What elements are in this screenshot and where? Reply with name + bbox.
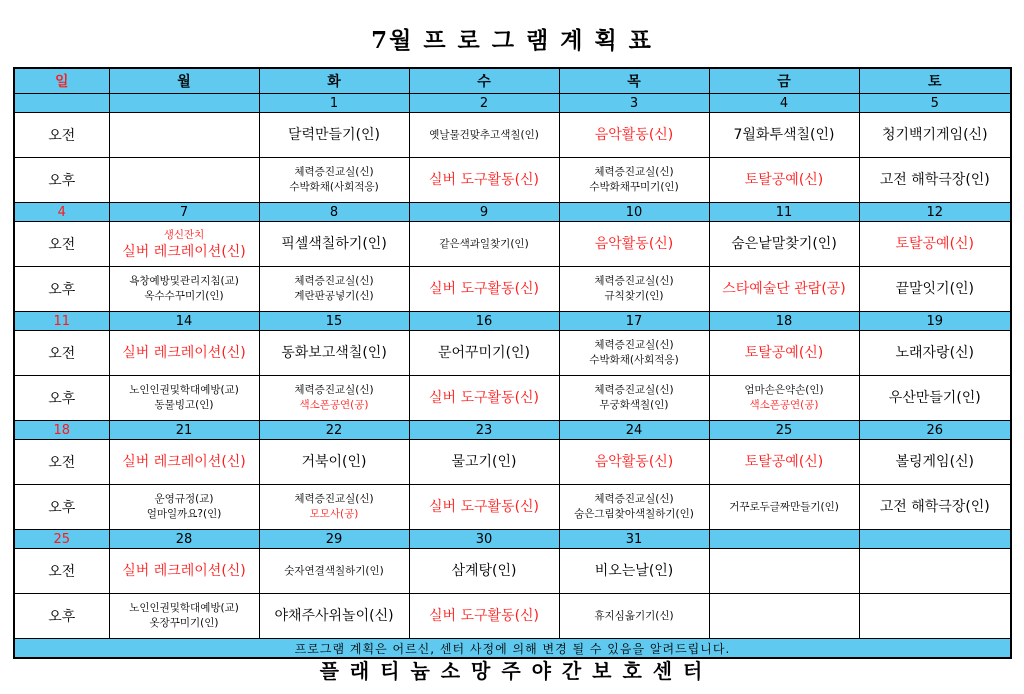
center-name-footer: 플 래 티 늄 소 망 주 야 간 보 호 센 터 bbox=[319, 659, 705, 683]
activity-cell bbox=[709, 331, 859, 376]
activity-cell bbox=[859, 594, 1011, 639]
am-row bbox=[14, 549, 1011, 594]
activity-text: 7월화투색칠(인) bbox=[733, 127, 835, 143]
activity-cell bbox=[259, 158, 409, 203]
activity-cell bbox=[409, 267, 559, 312]
schedule-change-notice: 프로그램 계획은 어르신, 센터 사정에 의해 변경 될 수 있음을 알려드립니다. bbox=[14, 639, 1011, 659]
activity-text: 거꾸로두글짜만들기(인) bbox=[729, 500, 839, 513]
pm-row bbox=[14, 376, 1011, 421]
pm-row bbox=[14, 267, 1011, 312]
date-cell: 3 bbox=[559, 94, 709, 113]
activity-cell bbox=[259, 594, 409, 639]
date-cell: 15 bbox=[259, 312, 409, 331]
am-row bbox=[14, 331, 1011, 376]
activity-cell bbox=[109, 222, 259, 267]
date-cell: 31 bbox=[559, 530, 709, 549]
activity-cell bbox=[709, 485, 859, 530]
am-row bbox=[14, 222, 1011, 267]
activity-cell bbox=[109, 376, 259, 421]
activity-cell bbox=[109, 485, 259, 530]
activity-cell bbox=[109, 158, 259, 203]
date-row bbox=[14, 94, 1011, 113]
activity-cell bbox=[409, 376, 559, 421]
activity-cell bbox=[559, 222, 709, 267]
activity-cell bbox=[109, 440, 259, 485]
activity-text: 실버 도구활동(신) bbox=[428, 390, 540, 406]
page-title: 7월 프 로 그 램 계 획 표 bbox=[371, 27, 653, 54]
pm-label: 오후 bbox=[14, 376, 109, 421]
date-cell: 11 bbox=[14, 312, 109, 331]
activity-text: 삼계탕(인) bbox=[451, 563, 517, 579]
date-cell: 5 bbox=[859, 94, 1011, 113]
activity-text: 노래자랑(신) bbox=[895, 345, 975, 361]
date-cell: 22 bbox=[259, 421, 409, 440]
program-calendar bbox=[13, 67, 1012, 659]
activity-cell bbox=[559, 594, 709, 639]
activity-text: 음악활동(신) bbox=[594, 236, 674, 252]
weekday-fri: 금 bbox=[709, 68, 859, 94]
activity-text: 토탈공예(신) bbox=[744, 345, 824, 361]
activity-text: 픽셀색칠하기(인) bbox=[281, 236, 387, 252]
date-cell bbox=[14, 94, 109, 113]
activity-cell bbox=[409, 549, 559, 594]
activity-cell bbox=[259, 267, 409, 312]
date-cell bbox=[709, 530, 859, 549]
activity-text: 음악활동(신) bbox=[594, 127, 674, 143]
activity-cell bbox=[259, 113, 409, 158]
activity-text: 무궁화색칠(인) bbox=[599, 399, 669, 411]
activity-cell bbox=[259, 485, 409, 530]
activity-text: 실버 레크레이션(신) bbox=[122, 563, 246, 579]
date-cell: 19 bbox=[859, 312, 1011, 331]
activity-text: 달력만들기(인) bbox=[287, 127, 381, 143]
activity-text: 실버 레크레이션(신) bbox=[122, 243, 246, 260]
activity-text: 숨은그림찾아색칠하기(인) bbox=[574, 508, 694, 520]
date-cell: 11 bbox=[709, 203, 859, 222]
activity-cell bbox=[859, 267, 1011, 312]
date-row bbox=[14, 421, 1011, 440]
activity-text: 체력증진교실(신) bbox=[294, 493, 374, 505]
pm-label: 오후 bbox=[14, 485, 109, 530]
activity-text: 색소폰공연(공) bbox=[749, 399, 819, 411]
activity-cell bbox=[559, 158, 709, 203]
activity-cell bbox=[709, 440, 859, 485]
activity-cell bbox=[559, 440, 709, 485]
pm-row bbox=[14, 594, 1011, 639]
activity-text: 숨은낱말찾기(인) bbox=[731, 236, 837, 252]
activity-text: 볼링게임(신) bbox=[895, 454, 975, 470]
date-cell bbox=[109, 94, 259, 113]
am-label: 오전 bbox=[14, 113, 109, 158]
weekday-sun: 일 bbox=[14, 68, 109, 94]
activity-cell bbox=[859, 222, 1011, 267]
date-cell: 23 bbox=[409, 421, 559, 440]
activity-text: 문어꾸미기(인) bbox=[437, 345, 531, 361]
activity-text: 엄마손은약손(인) bbox=[744, 384, 824, 396]
date-cell: 14 bbox=[109, 312, 259, 331]
pm-label: 오후 bbox=[14, 267, 109, 312]
activity-text: 체력증진교실(신) bbox=[594, 384, 674, 396]
activity-cell bbox=[559, 113, 709, 158]
activity-cell bbox=[709, 113, 859, 158]
activity-cell bbox=[709, 594, 859, 639]
date-cell: 8 bbox=[259, 203, 409, 222]
date-cell: 24 bbox=[559, 421, 709, 440]
activity-text: 노인인권및학대예방(교) bbox=[129, 384, 239, 396]
weekday-sat: 토 bbox=[859, 68, 1011, 94]
activity-text: 계란판공넣기(신) bbox=[294, 290, 374, 302]
activity-cell bbox=[709, 549, 859, 594]
activity-text: 토탈공예(신) bbox=[895, 236, 975, 252]
activity-text: 얼마일까요?(인) bbox=[146, 508, 222, 520]
activity-text: 옛날물건맞추고색칠(인) bbox=[429, 128, 539, 141]
activity-cell bbox=[259, 331, 409, 376]
activity-text: 체력증진교실(신) bbox=[594, 493, 674, 505]
activity-cell bbox=[859, 158, 1011, 203]
date-cell: 21 bbox=[109, 421, 259, 440]
activity-cell bbox=[259, 440, 409, 485]
activity-text: 수박화채(사회적응) bbox=[589, 354, 679, 366]
activity-text: 체력증진교실(신) bbox=[294, 275, 374, 287]
activity-text: 물고기(인) bbox=[451, 454, 517, 470]
activity-text: 야채주사위놀이(신) bbox=[274, 608, 394, 624]
activity-cell bbox=[409, 594, 559, 639]
am-label: 오전 bbox=[14, 440, 109, 485]
date-cell: 17 bbox=[559, 312, 709, 331]
weekday-header-row bbox=[14, 68, 1011, 94]
activity-text: 색소폰공연(공) bbox=[299, 399, 369, 411]
activity-text: 실버 레크레이션(신) bbox=[122, 454, 246, 470]
activity-text: 실버 도구활동(신) bbox=[428, 608, 540, 624]
am-label: 오전 bbox=[14, 549, 109, 594]
activity-cell bbox=[409, 440, 559, 485]
activity-cell bbox=[409, 222, 559, 267]
date-cell: 18 bbox=[14, 421, 109, 440]
activity-text: 토탈공예(신) bbox=[744, 454, 824, 470]
pm-row bbox=[14, 485, 1011, 530]
activity-text: 수박화채(사회적응) bbox=[289, 181, 379, 193]
activity-text: 같은색과일찾기(인) bbox=[439, 237, 529, 250]
activity-cell bbox=[109, 267, 259, 312]
activity-cell bbox=[859, 113, 1011, 158]
date-cell: 1 bbox=[259, 94, 409, 113]
activity-text: 수박화채꾸미기(인) bbox=[589, 181, 679, 193]
weekday-thu: 목 bbox=[559, 68, 709, 94]
activity-text: 끝말잇기(인) bbox=[895, 281, 975, 297]
activity-text: 모모사(공) bbox=[309, 508, 359, 520]
activity-text: 실버 도구활동(신) bbox=[428, 281, 540, 297]
activity-text: 체력증진교실(신) bbox=[294, 384, 374, 396]
date-cell: 4 bbox=[709, 94, 859, 113]
activity-cell bbox=[859, 331, 1011, 376]
date-cell: 30 bbox=[409, 530, 559, 549]
activity-text: 스타예술단 관람(공) bbox=[722, 281, 846, 297]
activity-text: 고전 해학극장(인) bbox=[879, 499, 990, 515]
activity-text: 토탈공예(신) bbox=[744, 172, 824, 188]
date-cell: 10 bbox=[559, 203, 709, 222]
weekday-tue: 화 bbox=[259, 68, 409, 94]
activity-cell bbox=[109, 549, 259, 594]
activity-cell bbox=[409, 331, 559, 376]
activity-text: 실버 도구활동(신) bbox=[428, 172, 540, 188]
activity-cell bbox=[709, 376, 859, 421]
activity-cell bbox=[859, 440, 1011, 485]
date-cell: 18 bbox=[709, 312, 859, 331]
activity-cell bbox=[559, 376, 709, 421]
activity-text: 체력증진교실(신) bbox=[594, 339, 674, 351]
activity-text: 체력증진교실(신) bbox=[294, 166, 374, 178]
activity-text: 노인인권및학대예방(교) bbox=[129, 602, 239, 614]
activity-cell bbox=[559, 485, 709, 530]
activity-cell bbox=[859, 485, 1011, 530]
activity-text: 체력증진교실(신) bbox=[594, 166, 674, 178]
activity-text: 체력증진교실(신) bbox=[594, 275, 674, 287]
activity-text: 운영규정(교) bbox=[154, 493, 214, 505]
activity-text: 실버 도구활동(신) bbox=[428, 499, 540, 515]
activity-cell bbox=[559, 267, 709, 312]
date-cell: 7 bbox=[109, 203, 259, 222]
activity-cell bbox=[559, 331, 709, 376]
activity-text: 동물빙고(인) bbox=[154, 399, 214, 411]
activity-text: 동화보고색칠(인) bbox=[281, 345, 387, 361]
activity-text: 거북이(인) bbox=[301, 454, 367, 470]
date-row bbox=[14, 203, 1011, 222]
activity-text: 옷장꾸미기(인) bbox=[149, 617, 219, 629]
activity-cell bbox=[409, 113, 559, 158]
activity-text: 비오는날(인) bbox=[594, 563, 674, 579]
activity-cell bbox=[709, 267, 859, 312]
date-cell: 2 bbox=[409, 94, 559, 113]
activity-cell bbox=[109, 594, 259, 639]
date-cell: 26 bbox=[859, 421, 1011, 440]
activity-cell bbox=[109, 113, 259, 158]
activity-text: 청기백기게임(신) bbox=[881, 127, 988, 143]
pm-label: 오후 bbox=[14, 158, 109, 203]
date-cell: 25 bbox=[14, 530, 109, 549]
date-cell bbox=[859, 530, 1011, 549]
date-row bbox=[14, 530, 1011, 549]
activity-cell bbox=[709, 222, 859, 267]
activity-cell bbox=[409, 485, 559, 530]
activity-cell bbox=[859, 549, 1011, 594]
date-cell: 28 bbox=[109, 530, 259, 549]
activity-text: 생신잔치 bbox=[163, 228, 205, 241]
activity-text: 우산만들기(인) bbox=[888, 390, 981, 406]
weekday-wed: 수 bbox=[409, 68, 559, 94]
activity-text: 음악활동(신) bbox=[594, 454, 674, 470]
date-cell: 9 bbox=[409, 203, 559, 222]
activity-cell bbox=[409, 158, 559, 203]
activity-cell bbox=[259, 376, 409, 421]
am-label: 오전 bbox=[14, 222, 109, 267]
date-row bbox=[14, 312, 1011, 331]
activity-cell bbox=[859, 376, 1011, 421]
date-cell: 12 bbox=[859, 203, 1011, 222]
activity-text: 옥수수꾸미기(인) bbox=[144, 290, 224, 302]
am-row bbox=[14, 113, 1011, 158]
date-cell: 16 bbox=[409, 312, 559, 331]
am-row bbox=[14, 440, 1011, 485]
activity-text: 욕창예방및관리지침(교) bbox=[129, 275, 239, 287]
weekday-mon: 월 bbox=[109, 68, 259, 94]
am-label: 오전 bbox=[14, 331, 109, 376]
activity-text: 숫자연결색칠하기(인) bbox=[284, 564, 384, 577]
activity-cell bbox=[109, 331, 259, 376]
pm-row bbox=[14, 158, 1011, 203]
activity-text: 고전 해학극장(인) bbox=[879, 172, 990, 188]
activity-cell bbox=[559, 549, 709, 594]
date-cell: 25 bbox=[709, 421, 859, 440]
pm-label: 오후 bbox=[14, 594, 109, 639]
activity-cell bbox=[259, 222, 409, 267]
date-cell: 4 bbox=[14, 203, 109, 222]
activity-text: 휴지심옮기기(신) bbox=[594, 609, 674, 622]
activity-text: 실버 레크레이션(신) bbox=[122, 345, 246, 361]
date-cell: 29 bbox=[259, 530, 409, 549]
activity-text: 규칙찾기(인) bbox=[604, 290, 664, 302]
activity-cell bbox=[259, 549, 409, 594]
activity-cell bbox=[709, 158, 859, 203]
